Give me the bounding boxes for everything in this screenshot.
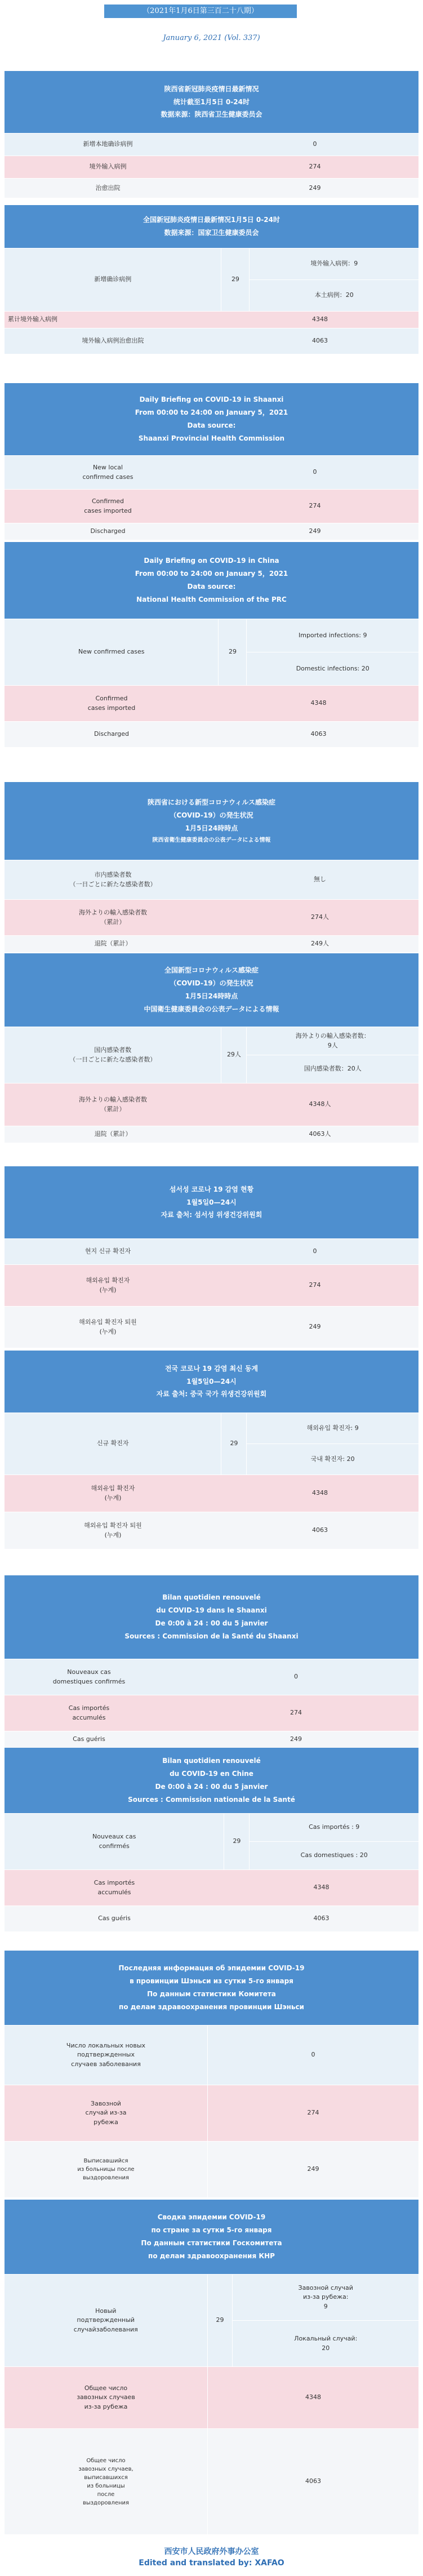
- table-row: [5, 1027, 418, 1083]
- breakdown-item: Cas domestiques : 20: [250, 1841, 418, 1869]
- table-header: [5, 71, 418, 133]
- table-row: [5, 1512, 418, 1549]
- header-line: De 0:00 à 24 : 00 du 5 janvier: [155, 1619, 268, 1627]
- breakdown-item: 해외유입 확진자: 9: [247, 1413, 418, 1444]
- table-header: [5, 1575, 418, 1659]
- table-row: [5, 899, 418, 935]
- table-row: [5, 311, 418, 328]
- row-value: 274: [173, 1695, 418, 1731]
- table-row: [5, 489, 418, 523]
- row-value: 249: [207, 2142, 418, 2197]
- table-row: [5, 133, 418, 156]
- header-line: 陝西省における新型コロナウィルス感染症: [148, 798, 275, 807]
- breakdown-item: Локальный случай: 20: [233, 2320, 418, 2366]
- table-row: [5, 328, 418, 354]
- table-row: [5, 1906, 418, 1931]
- table-header: [5, 383, 418, 455]
- table-row: [5, 685, 418, 721]
- table-row: [5, 860, 418, 899]
- row-value: 4063: [224, 1906, 418, 1931]
- row-label: 해외유입 확진자 퇴원 (누계): [5, 1307, 211, 1348]
- header-line: По данным статистики Госкомитета: [141, 2239, 282, 2247]
- row-label: Общее число завозных случаев из-за рубежа: [5, 2367, 207, 2428]
- row-value: 274: [211, 156, 418, 178]
- row-label: Завозной случай из-за рубежа: [5, 2085, 207, 2141]
- header-line: 자료 출처: 중국 국가 위생건강위원회: [156, 1390, 267, 1398]
- header-line: From 00:00 to 24:00 on January 5，2021: [135, 408, 288, 417]
- header-line: 1월5일0—24시: [186, 1198, 237, 1206]
- header-line: в провинции Шэньси из сутки 5-го января: [130, 1977, 293, 1986]
- row-value: 274: [211, 490, 418, 523]
- header-line: Сводка эпидемии COVID-19: [157, 2213, 266, 2222]
- row-value: 4348: [219, 686, 418, 721]
- header-line: 统计截至1月5日 0-24时: [173, 97, 250, 106]
- header-line: De 0:00 à 24 : 00 du 5 janvier: [155, 1783, 268, 1791]
- header-line: 数据来源：国家卫生健康委员会: [164, 229, 259, 237]
- row-value: 249: [211, 523, 418, 540]
- header-line: 陝西省衛生健康委員会の公表データによる情報: [152, 837, 271, 843]
- row-label: Число локальных новых подтвержденных случаев заболевания: [5, 2026, 207, 2085]
- row-value: 0: [207, 2026, 418, 2085]
- header-line: По данным статистики Комитета: [147, 1990, 276, 1998]
- row-value: 4348: [221, 1475, 418, 1512]
- header-line: Daily Briefing on COVID-19 in China: [144, 557, 279, 565]
- breakdown-item: 境外输入病例：9: [250, 248, 418, 279]
- row-label: New confirmed cases: [5, 619, 218, 685]
- header-line: Data source:: [187, 421, 236, 429]
- header-line: Daily Briefing on COVID-19 in Shaanxi: [139, 396, 284, 404]
- table-row: [5, 1306, 418, 1348]
- row-label: 新增确诊病例: [5, 248, 221, 311]
- row-value: 249: [211, 1307, 418, 1348]
- row-value: 249: [211, 179, 418, 198]
- row-value: 4063: [207, 2429, 418, 2534]
- en-national-table: [5, 542, 418, 747]
- ja-shaanxi-table: [5, 782, 418, 952]
- row-label: 신규 확진자: [5, 1413, 221, 1474]
- table-row: [5, 2025, 418, 2085]
- header-line: Sources : Commission nationale de la Santé: [128, 1795, 295, 1804]
- row-value: 0: [211, 134, 418, 156]
- dateline: January 6, 2021 (Vol. 337): [163, 34, 260, 42]
- ko-shaanxi-table: [5, 1166, 418, 1348]
- table-header: [5, 953, 418, 1027]
- breakdown-item: Domestic infections: 20: [247, 652, 418, 685]
- row-label: 退院（累計）: [5, 1126, 221, 1143]
- table-header: [5, 1351, 418, 1413]
- header-line: 1月5日24時時点: [185, 992, 238, 1000]
- footer-credit: Edited and translated by: XAFAO: [139, 2559, 284, 2568]
- row-label: Confirmed cases imported: [5, 490, 211, 523]
- row-label: 海外よりの輸入感染者数 （累計）: [5, 1083, 221, 1126]
- breakdown-item: 本土病例：20: [250, 279, 418, 311]
- table-row: [5, 2366, 418, 2428]
- header-line: （COVID-19）の発生状況: [170, 811, 253, 820]
- row-label: Discharged: [5, 722, 219, 747]
- header-line: du COVID-19 en Chine: [170, 1770, 253, 1778]
- table-row: [5, 619, 418, 685]
- table-header: [5, 1166, 418, 1238]
- header-line: Shaanxi Provincial Health Commission: [138, 434, 285, 442]
- table-row: [5, 248, 418, 311]
- ru-national-table: [5, 2200, 418, 2534]
- table-row: [5, 1238, 418, 1264]
- table-header: [5, 782, 418, 860]
- row-label: 현지 신규 확진자: [5, 1239, 211, 1264]
- row-value: 無し: [221, 860, 418, 899]
- row-label: Cas importés accumulés: [5, 1870, 224, 1906]
- table-row: [5, 1659, 418, 1695]
- row-label: 退院（累計）: [5, 936, 221, 952]
- table-row: [5, 523, 418, 540]
- header-line: du COVID-19 dans le Shaanxi: [156, 1606, 267, 1615]
- breakdown-item: 国内感染者数：20人: [247, 1055, 418, 1083]
- header-line: 全国新型コロナウィルス感染症: [164, 966, 259, 975]
- row-breakdown: [246, 1413, 418, 1474]
- table-row: [5, 156, 418, 178]
- table-row: [5, 721, 418, 747]
- row-label: 海外よりの輸入感染者数 （累計）: [5, 900, 221, 935]
- header-line: 陕西省新冠肺炎疫情日最新情况: [164, 85, 259, 93]
- row-value: 274: [207, 2085, 418, 2141]
- row-label: Cas guéris: [5, 1731, 173, 1748]
- row-value: 4348人: [221, 1083, 418, 1126]
- row-breakdown: [232, 2275, 418, 2366]
- row-value: 0: [211, 1239, 418, 1264]
- row-value: 4063: [219, 722, 418, 747]
- row-label: Discharged: [5, 523, 211, 540]
- table-row: [5, 935, 418, 952]
- header-line: 자료 출처: 섬서성 위생건강위원회: [161, 1211, 262, 1219]
- row-label: Cas guéris: [5, 1906, 224, 1931]
- header-line: по делам здравоохранения КНР: [148, 2251, 275, 2260]
- fr-national-table: [5, 1748, 418, 1931]
- header-line: по делам здравоохранения провинции Шэньси: [119, 2002, 304, 2011]
- row-breakdown: [246, 1027, 418, 1083]
- zh-shaanxi-table: [5, 71, 418, 198]
- table-row: [5, 1869, 418, 1906]
- table-row: [5, 1083, 418, 1126]
- table-row: [5, 1731, 418, 1748]
- row-label: Общее число завозных случаев, выписавшихся из больницы после выздоровления: [5, 2429, 207, 2534]
- zh-national-table: [5, 205, 418, 354]
- row-value: 4063人: [221, 1126, 418, 1143]
- row-value: 274: [211, 1265, 418, 1306]
- row-value: 4348: [224, 1870, 418, 1906]
- header-line: 1月5日24時時点: [185, 824, 238, 832]
- header-line: Последняя информация об эпидемии COVID-19: [118, 1964, 305, 1973]
- row-breakdown: [249, 1814, 418, 1869]
- header-line: From 00:00 to 24:00 on January 5，2021: [135, 570, 288, 578]
- row-label: 治愈出院: [5, 179, 211, 198]
- breakdown-item: Imported infections: 9: [247, 619, 418, 652]
- row-value: 29人: [221, 1027, 246, 1083]
- issue-banner: （2021年1月6日第三百二十八期）: [104, 5, 297, 18]
- table-row: [5, 1474, 418, 1512]
- table-header: [5, 542, 418, 619]
- footer-org: 西安市人民政府外事办公室: [164, 2547, 259, 2556]
- table-row: [5, 1413, 418, 1474]
- row-label: 해외유입 확진자 퇴원 (누계): [5, 1512, 221, 1549]
- row-value: 29: [221, 1413, 246, 1474]
- header-line: Sources : Commission de la Santé du Shaanxi: [124, 1632, 299, 1640]
- header-line: 全国新冠肺炎疫情日最新情况1月5日 0-24时: [143, 216, 280, 224]
- table-row: [5, 455, 418, 489]
- row-value: 0: [173, 1659, 418, 1695]
- header-line: Data source:: [187, 583, 236, 590]
- row-label: 해외유입 확진자 (누계): [5, 1475, 221, 1512]
- row-value: 29: [224, 1814, 249, 1869]
- table-row: [5, 1264, 418, 1306]
- header-line: Bilan quotidien renouvelé: [162, 1757, 261, 1765]
- row-value: 274人: [221, 900, 418, 935]
- breakdown-item: Завозной случай из-за рубежа: 9: [233, 2275, 418, 2320]
- row-value: 4063: [221, 1512, 418, 1549]
- ru-shaanxi-table: [5, 1951, 418, 2197]
- table-header: [5, 1748, 418, 1813]
- table-row: [5, 1813, 418, 1869]
- ja-national-table: [5, 953, 418, 1143]
- table-row: [5, 1695, 418, 1731]
- header-line: 전국 코로나 19 감염 최신 동계: [164, 1364, 259, 1373]
- header-line: （COVID-19）の発生状況: [170, 979, 253, 988]
- row-label: Cas importés accumulés: [5, 1695, 173, 1731]
- row-value: 4348: [207, 2367, 418, 2428]
- row-label: 国内感染者数 （一日ごとに新たな感染者数）: [5, 1027, 221, 1083]
- row-value: 4063: [221, 328, 418, 354]
- en-shaanxi-table: [5, 383, 418, 540]
- row-label: Новый подтвержденный случайзаболевания: [5, 2275, 207, 2366]
- fr-shaanxi-table: [5, 1575, 418, 1748]
- header-line: 中国衛生健康委員会の公表データによる情報: [144, 1005, 279, 1013]
- row-value: 29: [218, 619, 246, 685]
- table-row: [5, 178, 418, 198]
- row-value: 29: [207, 2275, 233, 2366]
- table-row: [5, 2085, 418, 2141]
- table-row: [5, 2141, 418, 2197]
- row-value: 249人: [221, 936, 418, 952]
- ko-national-table: [5, 1351, 418, 1549]
- row-breakdown: [249, 248, 418, 311]
- breakdown-item: 海外よりの輸入感染者数： 9人: [247, 1027, 418, 1055]
- row-breakdown: [246, 619, 418, 685]
- row-label: Nouveaux cas confirmés: [5, 1814, 224, 1869]
- table-row: [5, 2428, 418, 2534]
- table-row: [5, 1126, 418, 1143]
- table-header: [5, 2200, 418, 2274]
- row-label: Confirmed cases imported: [5, 686, 219, 721]
- row-label: 해외유입 확진자 (누계): [5, 1265, 211, 1306]
- row-label: 新增本地确诊病例: [5, 134, 211, 156]
- row-value: 4348: [221, 312, 418, 328]
- row-label: Выписавшийся из больницы после выздоровления: [5, 2142, 207, 2197]
- row-label: 境外输入病例治愈出院: [5, 328, 221, 354]
- header-line: 1월5일0—24시: [186, 1377, 237, 1385]
- row-label: 市内感染者数 （一日ごとに新たな感染者数）: [5, 860, 221, 899]
- row-label: 累计境外输入病例: [5, 312, 221, 328]
- table-header: [5, 205, 418, 248]
- breakdown-item: 국내 확진자: 20: [247, 1444, 418, 1474]
- row-value: 0: [211, 456, 418, 489]
- row-value: 249: [173, 1731, 418, 1748]
- row-value: 29: [221, 248, 249, 311]
- row-label: New local confirmed cases: [5, 456, 211, 489]
- header-line: по стране за сутки 5-го января: [151, 2226, 272, 2235]
- row-label: 境外输入病例: [5, 156, 211, 178]
- row-label: Nouveaux cas domestiques confirmés: [5, 1659, 173, 1695]
- table-header: [5, 1951, 418, 2025]
- header-line: Bilan quotidien renouvelé: [162, 1593, 261, 1602]
- header-line: National Health Commission of the PRC: [136, 595, 287, 603]
- table-row: [5, 2274, 418, 2366]
- header-line: 섬서성 코로나 19 감염 현황: [169, 1185, 254, 1193]
- breakdown-item: Cas importés : 9: [250, 1814, 418, 1841]
- header-line: 数据来源：陕西省卫生健康委员会: [161, 110, 262, 119]
